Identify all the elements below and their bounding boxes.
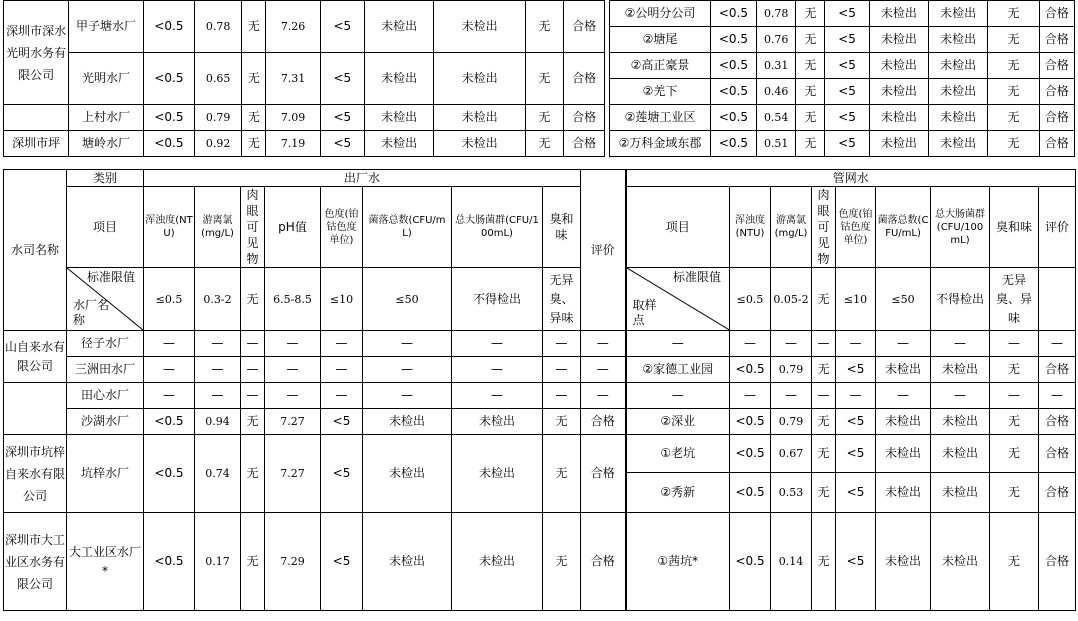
- cell: [4, 105, 69, 131]
- cell: —: [265, 383, 321, 409]
- cell: 未检出: [869, 131, 928, 157]
- cell: <0.5: [143, 53, 194, 105]
- turbidity-header: 浑浊度(NTU): [144, 187, 195, 268]
- cell: 无: [796, 79, 825, 105]
- std-chlorine-pipe: 0.05-2: [771, 268, 812, 331]
- cell: 无: [241, 435, 265, 513]
- cell: 无: [543, 435, 581, 513]
- cell: 未检出: [929, 53, 988, 79]
- top-row: [4, 1, 1075, 27]
- cell: —: [990, 331, 1039, 357]
- cell: 合格: [581, 513, 626, 611]
- cell: <5: [825, 1, 869, 27]
- cell: 0.65: [195, 53, 242, 105]
- sample-point: ①茜坑*: [626, 513, 730, 611]
- standards-row: [4, 268, 1076, 331]
- cell: <0.5: [730, 513, 771, 611]
- cell: —: [265, 331, 321, 357]
- sample-point: ②塘尾: [610, 27, 711, 53]
- company-name: 山自来水有限公司: [4, 331, 67, 383]
- sample-point: ②深业: [626, 409, 730, 435]
- table-row: [4, 435, 1076, 473]
- cell: <0.5: [710, 105, 756, 131]
- cell: —: [321, 331, 363, 357]
- cell: 无: [990, 513, 1039, 611]
- cell: 未检出: [869, 79, 928, 105]
- table-row: [4, 409, 1076, 435]
- cell: —: [452, 331, 543, 357]
- cell: <5: [321, 435, 363, 513]
- cell: 无: [796, 131, 825, 157]
- cell: 未检出: [869, 1, 928, 27]
- cell: <0.5: [730, 435, 771, 473]
- sample-point: ②万科金域东郡: [610, 131, 711, 157]
- company-name: 深圳市坑梓自来水有限公司: [4, 435, 67, 513]
- cell: <5: [825, 105, 869, 131]
- cell: 未检出: [363, 409, 452, 435]
- cell: 未检出: [363, 435, 452, 513]
- cell: <0.5: [710, 53, 756, 79]
- cell: —: [144, 357, 195, 383]
- cell: <0.5: [730, 473, 771, 513]
- table-row: [4, 383, 1076, 409]
- cell: 无: [796, 105, 825, 131]
- plant-name: 塘岭水厂: [69, 131, 143, 157]
- cell: —: [1039, 331, 1076, 357]
- sample-point: —: [626, 331, 730, 357]
- std-visible: 无: [812, 268, 836, 331]
- table-row: [4, 331, 1076, 357]
- pipe-turbidity-header: 浑浊度(NTU): [730, 187, 771, 268]
- cell: 无: [990, 435, 1039, 473]
- plant-name: 三洲田水厂: [67, 357, 144, 383]
- cell: 无: [988, 1, 1039, 27]
- table-row: [4, 513, 1076, 611]
- pipe-odor-header: 臭和味: [990, 187, 1039, 268]
- cell: —: [876, 383, 931, 409]
- cell: <5: [836, 473, 876, 513]
- cell: —: [812, 383, 836, 409]
- cell: —: [836, 383, 876, 409]
- cell: 7.31: [266, 53, 320, 105]
- cell: 0.76: [757, 27, 796, 53]
- cell: —: [195, 357, 241, 383]
- cell: 7.26: [266, 1, 320, 53]
- cell: 合格: [1039, 131, 1074, 157]
- cell: <5: [825, 79, 869, 105]
- cell: 0.79: [195, 105, 242, 131]
- cell: —: [581, 383, 626, 409]
- cell: 未检出: [876, 473, 931, 513]
- cell: 0.54: [757, 105, 796, 131]
- cell: 0.78: [195, 1, 242, 53]
- sample-standard-diagonal: [626, 268, 730, 331]
- cell: 未检出: [931, 409, 990, 435]
- cell: <5: [321, 409, 363, 435]
- cell: —: [321, 383, 363, 409]
- cell: 7.27: [265, 435, 321, 513]
- company-column-header: 水司名称: [4, 170, 67, 331]
- cell: 0.74: [195, 435, 241, 513]
- cell: 无: [543, 409, 581, 435]
- cell: 未检出: [876, 357, 931, 383]
- cell: —: [363, 383, 452, 409]
- cell: <0.5: [143, 1, 194, 53]
- cell: —: [241, 383, 265, 409]
- cell: —: [195, 331, 241, 357]
- plant-name: 田心水厂: [67, 383, 144, 409]
- plant-name: 光明水厂: [69, 53, 143, 105]
- cell: 0.67: [771, 435, 812, 473]
- cell: 未检出: [363, 513, 452, 611]
- standard-label: 标准限值: [86, 270, 135, 284]
- cell: —: [876, 331, 931, 357]
- cell: —: [543, 331, 581, 357]
- cell: —: [931, 331, 990, 357]
- cell: 无: [988, 131, 1039, 157]
- plant-label: 水厂名称: [73, 298, 110, 327]
- cell: 未检出: [929, 27, 988, 53]
- cell: 无: [812, 513, 836, 611]
- cell: —: [363, 331, 452, 357]
- cell: 无: [241, 409, 265, 435]
- cell: 合格: [1039, 513, 1076, 611]
- sample-label: 取样点: [632, 298, 657, 327]
- cell: 无: [242, 1, 266, 53]
- cell: <0.5: [144, 435, 195, 513]
- top-fragment-table: [3, 0, 1075, 157]
- cell: 合格: [1039, 1, 1074, 27]
- cell: 合格: [564, 105, 605, 131]
- evaluation-header: 评价: [581, 170, 626, 331]
- cell: 无: [990, 473, 1039, 513]
- cell: 合格: [1039, 105, 1074, 131]
- cell: 7.29: [265, 513, 321, 611]
- cell: <5: [836, 357, 876, 383]
- std-bacteria: ≤50: [363, 268, 452, 331]
- cell: 合格: [581, 409, 626, 435]
- company-name: 深圳市坪: [4, 131, 69, 157]
- cell: 未检出: [869, 105, 928, 131]
- std-bacteria: ≤50: [876, 268, 931, 331]
- std-chlorine: 0.3-2: [195, 268, 241, 331]
- cell: 合格: [564, 53, 605, 105]
- cell: 合格: [1039, 27, 1074, 53]
- cell: 无: [812, 435, 836, 473]
- cell: —: [990, 383, 1039, 409]
- color-header: 色度(铂钴色度单位): [321, 187, 363, 268]
- cell: 无: [796, 53, 825, 79]
- odor-header: 臭和味: [543, 187, 581, 268]
- sample-point: ②秀新: [626, 473, 730, 513]
- cell: 未检出: [869, 53, 928, 79]
- cell: 合格: [564, 1, 605, 53]
- main-table: [3, 169, 1076, 611]
- cell: 无: [525, 131, 563, 157]
- cell: 无: [988, 105, 1039, 131]
- cell: 未检出: [931, 435, 990, 473]
- sample-point: ②家德工业园: [626, 357, 730, 383]
- cell: <5: [321, 513, 363, 611]
- header-row: [4, 187, 1076, 268]
- cell: —: [265, 357, 321, 383]
- factory-water-header: 出厂水: [144, 170, 581, 187]
- cell: <0.5: [710, 27, 756, 53]
- std-turbidity: ≤0.5: [144, 268, 195, 331]
- cell: —: [321, 357, 363, 383]
- standard-label: 标准限值: [673, 270, 722, 284]
- cell: <5: [320, 131, 364, 157]
- cell: 未检出: [929, 79, 988, 105]
- pipe-bacteria-header: 菌落总数(CFU/mL): [876, 187, 931, 268]
- std-color: ≤10: [321, 268, 363, 331]
- cell: 无: [242, 131, 266, 157]
- cell: 未检出: [929, 131, 988, 157]
- cell: 未检出: [452, 409, 543, 435]
- pipe-evaluation-header: 评价: [1039, 187, 1076, 268]
- std-odor: 无异臭、异味: [543, 268, 581, 331]
- coliform-header: 总大肠菌群(CFU/100mL): [452, 187, 543, 268]
- std-visible: 无: [241, 268, 265, 331]
- cell: —: [452, 357, 543, 383]
- cell: 未检出: [931, 357, 990, 383]
- company-name: 深圳市深水光明水务有限公司: [4, 1, 69, 105]
- cell: 未检出: [364, 1, 433, 53]
- cell: 无: [242, 53, 266, 105]
- cell: —: [581, 357, 626, 383]
- plant-name: 上村水厂: [69, 105, 143, 131]
- cell: 0.79: [771, 409, 812, 435]
- cell: —: [931, 383, 990, 409]
- cell: —: [543, 357, 581, 383]
- cell: 0.51: [757, 131, 796, 157]
- cell: —: [241, 357, 265, 383]
- cell: 0.92: [195, 131, 242, 157]
- cell: 合格: [564, 131, 605, 157]
- cell: 无: [796, 27, 825, 53]
- sample-point: —: [626, 383, 730, 409]
- top-row: [4, 105, 1075, 131]
- cell: 无: [990, 409, 1039, 435]
- cell: 无: [525, 1, 563, 53]
- plant-name: 坑梓水厂: [67, 435, 144, 513]
- cell: <0.5: [730, 357, 771, 383]
- cell: <5: [825, 27, 869, 53]
- cell: 未检出: [876, 513, 931, 611]
- cell: 合格: [1039, 409, 1076, 435]
- pipe-coliform-header: 总大肠菌群(CFU/100mL): [931, 187, 990, 268]
- top-row: [4, 53, 1075, 79]
- cell: —: [812, 331, 836, 357]
- cell: <5: [825, 131, 869, 157]
- cell: 合格: [1039, 79, 1074, 105]
- cell: <0.5: [143, 131, 194, 157]
- plant-name: 沙湖水厂: [67, 409, 144, 435]
- plant-name: 大工业区水厂*: [67, 513, 144, 611]
- cell: <5: [836, 435, 876, 473]
- cell: 未检出: [929, 1, 988, 27]
- cell: 0.14: [771, 513, 812, 611]
- sample-point: ②莲塘工业区: [610, 105, 711, 131]
- cell: —: [195, 383, 241, 409]
- cell: 未检出: [434, 131, 526, 157]
- cell: —: [730, 331, 771, 357]
- pipe-visible-header: 肉眼可见物: [812, 187, 836, 268]
- cell: 未检出: [931, 513, 990, 611]
- ph-header: pH值: [265, 187, 321, 268]
- cell: 7.09: [266, 105, 320, 131]
- cell: 0.31: [757, 53, 796, 79]
- cell: 未检出: [876, 435, 931, 473]
- cell: 0.17: [195, 513, 241, 611]
- cell: 未检出: [452, 435, 543, 513]
- plant-name: 径子水厂: [67, 331, 144, 357]
- cell: 无: [988, 79, 1039, 105]
- cell: 无: [812, 473, 836, 513]
- company-name: 深圳市大工业区水务有限公司: [4, 513, 67, 611]
- sample-point: ②公明分公司: [610, 1, 711, 27]
- sample-point: ②高正豪景: [610, 53, 711, 79]
- cell: 无: [543, 513, 581, 611]
- cell: 合格: [1039, 357, 1076, 383]
- cell: —: [452, 383, 543, 409]
- cell: <0.5: [710, 1, 756, 27]
- cell: —: [1039, 383, 1076, 409]
- visible-matter-header: 肉眼可见物: [241, 187, 265, 268]
- cell: 未检出: [434, 1, 526, 53]
- std-evaluation: [1039, 268, 1076, 331]
- std-color: ≤10: [836, 268, 876, 331]
- std-coliform: 不得检出: [452, 268, 543, 331]
- cell: 未检出: [452, 513, 543, 611]
- cell: <5: [320, 53, 364, 105]
- cell: 合格: [1039, 473, 1076, 513]
- cell: 无: [988, 53, 1039, 79]
- cell: 未检出: [434, 105, 526, 131]
- cell: 0.46: [757, 79, 796, 105]
- cell: —: [581, 331, 626, 357]
- category-header: 类别: [67, 170, 144, 187]
- plant-standard-diagonal: [67, 268, 144, 331]
- cell: <5: [836, 409, 876, 435]
- cell: 7.19: [266, 131, 320, 157]
- pipe-chlorine-header: 游离氯(mg/L): [771, 187, 812, 268]
- std-odor: 无异臭、异味: [990, 268, 1039, 331]
- cell: 未检出: [876, 409, 931, 435]
- cell: 合格: [1039, 53, 1074, 79]
- std-turbidity: ≤0.5: [730, 268, 771, 331]
- bacteria-header: 菌落总数(CFU/mL): [363, 187, 452, 268]
- cell: 无: [796, 1, 825, 27]
- table-row: [4, 357, 1076, 383]
- cell: —: [836, 331, 876, 357]
- cell: —: [730, 383, 771, 409]
- cell: 未检出: [869, 27, 928, 53]
- sample-point: ②羌下: [610, 79, 711, 105]
- std-coliform: 不得检出: [931, 268, 990, 331]
- cell: 无: [525, 105, 563, 131]
- pipe-color-header: 色度(铂钴色度单位): [836, 187, 876, 268]
- cell: <0.5: [710, 131, 756, 157]
- cell: —: [771, 331, 812, 357]
- cell: 无: [990, 357, 1039, 383]
- cell: 0.94: [195, 409, 241, 435]
- cell: 未检出: [364, 105, 433, 131]
- cell: <0.5: [730, 409, 771, 435]
- plant-name: 甲子塘水厂: [69, 1, 143, 53]
- item-header: 项目: [67, 187, 144, 268]
- sample-point: ①老坑: [626, 435, 730, 473]
- cell: 合格: [1039, 435, 1076, 473]
- cell: —: [363, 357, 452, 383]
- cell: 未检出: [929, 105, 988, 131]
- cell: 未检出: [364, 53, 433, 105]
- cell: —: [241, 331, 265, 357]
- cell: <5: [320, 1, 364, 53]
- cell: 0.79: [771, 357, 812, 383]
- cell: 无: [812, 409, 836, 435]
- cell: 无: [241, 513, 265, 611]
- cell: <0.5: [710, 79, 756, 105]
- cell: 未检出: [931, 473, 990, 513]
- cell: 未检出: [434, 53, 526, 105]
- cell: —: [144, 383, 195, 409]
- cell: <5: [320, 105, 364, 131]
- cell: <0.5: [143, 105, 194, 131]
- cell: 无: [525, 53, 563, 105]
- cell: 0.78: [757, 1, 796, 27]
- cell: —: [543, 383, 581, 409]
- cell: <0.5: [144, 513, 195, 611]
- pipe-water-header: 管网水: [626, 170, 1076, 187]
- cell: <5: [836, 513, 876, 611]
- pipe-item-header: 项目: [626, 187, 730, 268]
- cell: 未检出: [364, 131, 433, 157]
- cell: 合格: [581, 435, 626, 513]
- header-row: [4, 170, 1076, 187]
- cell: <5: [825, 53, 869, 79]
- std-ph: 6.5-8.5: [265, 268, 321, 331]
- cell: <0.5: [144, 409, 195, 435]
- cell: 无: [242, 105, 266, 131]
- free-chlorine-header: 游离氯(mg/L): [195, 187, 241, 268]
- top-row: [4, 131, 1075, 157]
- cell: 7.27: [265, 409, 321, 435]
- cell: —: [144, 331, 195, 357]
- cell: 无: [988, 27, 1039, 53]
- cell: 无: [812, 357, 836, 383]
- cell: 0.53: [771, 473, 812, 513]
- cell: —: [771, 383, 812, 409]
- cell: [4, 383, 67, 435]
